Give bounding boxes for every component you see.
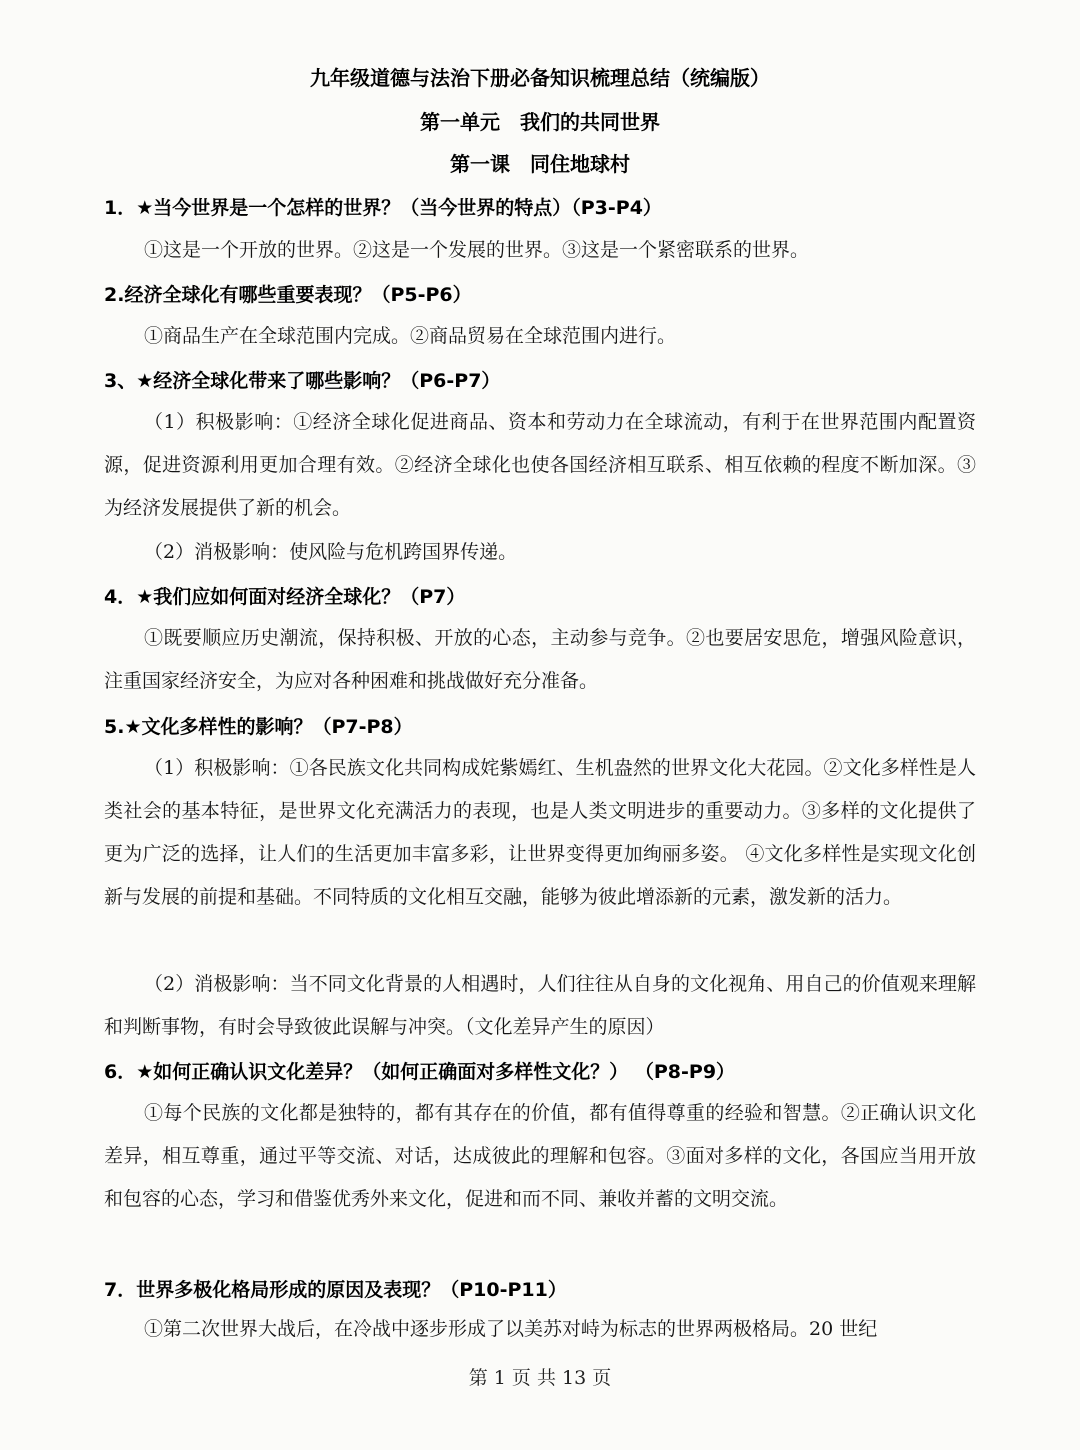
- question-heading: 1．★当今世界是一个怎样的世界？（当今世界的特点）（P3-P4）: [104, 197, 662, 219]
- answer-paragraph: ①商品生产在全球范围内完成。②商品贸易在全球范围内进行。: [144, 325, 677, 347]
- answer-paragraph: （2）消极影响：使风险与危机跨国界传递。: [144, 541, 518, 563]
- question-heading: 6．★如何正确认识文化差异？（如何正确面对多样性文化？） （P8-P9）: [104, 1061, 736, 1083]
- question-heading: 3、★经济全球化带来了哪些影响？（P6-P7）: [104, 370, 501, 392]
- unit-title: 第一单元 我们的共同世界: [420, 110, 660, 134]
- answer-paragraph: ①既要顺应历史潮流，保持积极、开放的心态，主动参与竞争。②也要居安思危，增强风险意识，注重国家经济安全，为应对各种困难和挑战做好充分准备。: [104, 627, 976, 692]
- document-title: 九年级道德与法治下册必备知识梳理总结（统编版）: [310, 66, 770, 90]
- question-heading: 4．★我们应如何面对经济全球化？（P7）: [104, 586, 466, 608]
- answer-paragraph: （1）积极影响：①经济全球化促进商品、资本和劳动力在全球流动，有利于在世界范围内配置资源，促进资源利用更加合理有效。②经济全球化也使各国经济相互联系、相互依赖的程度不断加深。③为经济发展提供了新的机会。: [104, 411, 976, 519]
- lesson-title: 第一课 同住地球村: [450, 152, 630, 176]
- answer-paragraph: （1）积极影响：①各民族文化共同构成姹紫嫣红、生机盎然的世界文化大花园。②文化多样性是人类社会的基本特征，是世界文化充满活力的表现，也是人类文明进步的重要动力。③多样的文化提供了更为广泛的选择，让人们的生活更加丰富多彩，让世界变得更加绚丽多姿。 ④文化多样性是实现文化创新与发展的前提和基础。不同特质的文化相互交融，能够为彼此增添新的元素，激发新的活力。: [104, 757, 976, 908]
- answer-paragraph: ①这是一个开放的世界。②这是一个发展的世界。③这是一个紧密联系的世界。: [144, 239, 810, 261]
- answer-paragraph: （2）消极影响：当不同文化背景的人相遇时，人们往往从自身的文化视角、用自己的价值观来理解和判断事物，有时会导致彼此误解与冲突。（文化差异产生的原因）: [104, 973, 976, 1038]
- question-heading: 7．世界多极化格局形成的原因及表现？（P10-P11）: [104, 1279, 567, 1301]
- question-heading: 2.经济全球化有哪些重要表现？（P5-P6）: [104, 284, 472, 306]
- answer-paragraph: ①第二次世界大战后，在冷战中逐步形成了以美苏对峙为标志的世界两极格局。20 世纪: [144, 1318, 878, 1340]
- answer-paragraph: ①每个民族的文化都是独特的，都有其存在的价值，都有值得尊重的经验和智慧。②正确认识文化差异，相互尊重，通过平等交流、对话，达成彼此的理解和包容。③面对多样的文化，各国应当用开放和包容的心态，学习和借鉴优秀外来文化，促进和而不同、兼收并蓄的文明交流。: [104, 1102, 976, 1210]
- page-footer: 第 1 页 共 13 页: [468, 1367, 612, 1389]
- question-heading: 5.★文化多样性的影响？（P7-P8）: [104, 716, 413, 738]
